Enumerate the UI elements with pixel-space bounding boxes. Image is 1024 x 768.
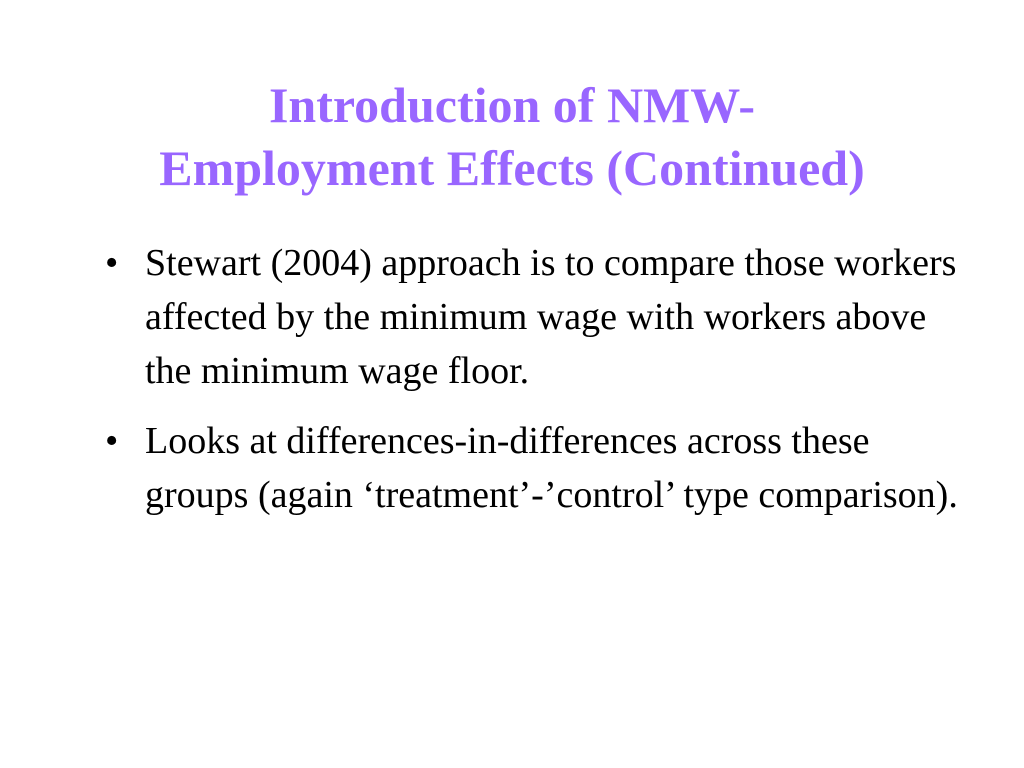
- bullet-icon: •: [105, 420, 119, 462]
- bullet-text: Looks at differences-in-differences across these groups (again ‘treatment’-’control’ type comparison).: [145, 420, 958, 516]
- slide-title-line-2: Employment Effects (Continued): [159, 140, 865, 196]
- bullet-icon: •: [105, 242, 119, 284]
- bullet-item: [105, 414, 965, 522]
- bullet-item: [105, 236, 965, 398]
- slide-title-line-1: Introduction of NMW-: [268, 77, 756, 133]
- slide-title: [60, 74, 964, 200]
- bullet-text: Stewart (2004) approach is to compare those workers affected by the minimum wage with workers above the minimum wage floor.: [145, 242, 957, 392]
- bullet-list: [105, 236, 965, 538]
